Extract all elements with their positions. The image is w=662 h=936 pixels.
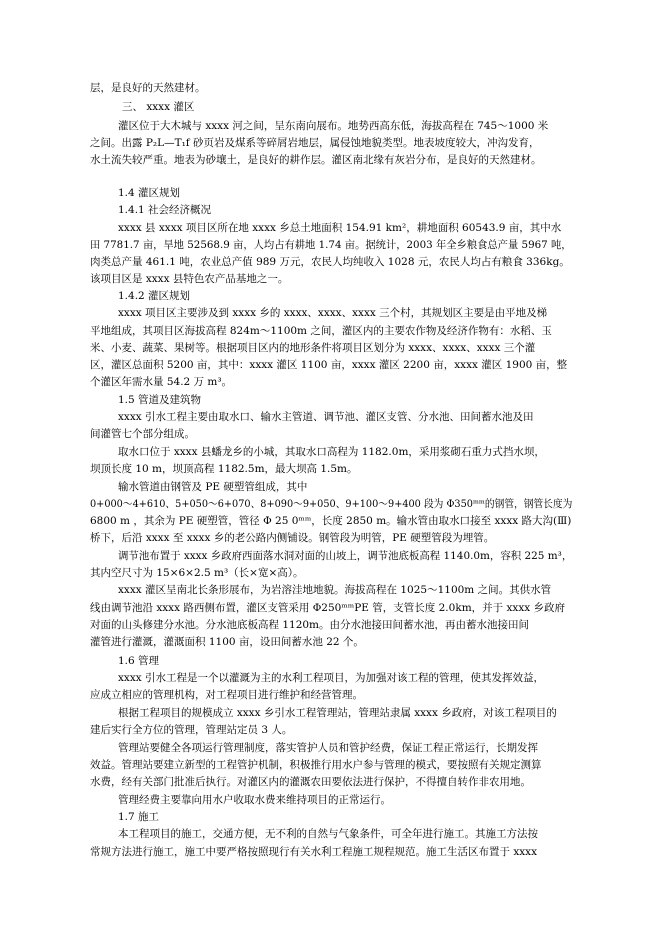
text-line: 该项目区是 xxxx 县特色农产品基地之一。 — [90, 273, 289, 285]
section-heading: 1.5 管道及建筑物 — [118, 394, 202, 406]
text-line: 效益。管理站要建立新型的工程管护机制，积极推行用水户参与管理的模式，要按照有关规定测算 — [90, 759, 542, 771]
text-line: 应成立相应的管理机构，对工程项目进行维护和经营管理。 — [90, 689, 363, 701]
text-line: 调节池布置于 xxxx 乡政府西面落水洞对面的山坡上，调节池底板高程 1140.0m，容积 225 m³， — [118, 550, 573, 562]
text-line: 本工程项目的施工，交通方便，无不利的自然与气象条件，可全年进行施工。其施工方法按 — [118, 828, 538, 840]
section-heading: 1.6 管理 — [118, 655, 160, 667]
section-heading: 1.4 灌区规划 — [118, 187, 181, 199]
text-line: 对面的山头修建分水池。分水池底板高程 1120m。由分水池接田间蓄水池，再由蓄水池接田间 — [90, 619, 530, 631]
text-line: 田 7781.7 亩，旱地 52568.9 亩，人均占有耕地 1.74 亩。据统计，2003 年全乡粮食总产量 5967 吨， — [90, 239, 572, 251]
subsection-heading: 1.4.1 社会经济概况 — [118, 204, 212, 216]
text-line: 层，是良好的天然建材。 — [90, 82, 206, 94]
text-line: 水费，经有关部门批准后执行。对灌区内的灌溉农田要依法进行保护，不得擅自转作非农用地。 — [90, 776, 531, 788]
text-line: 根据工程项目的规模成立 xxxx 乡引水工程管理站，管理站隶属 xxxx 乡政府，对该工程项目的 — [118, 707, 557, 719]
text-line: 6800 m ，其余为 PE 硬塑管，管径 Φ 25 0ᵐᵐ，长度 2850 m。输水管由取水口接至 xxxx 路大沟(Ⅲ) — [90, 515, 572, 527]
text-line: xxxx 灌区呈南北长条形展布，为岩溶洼地地貌。海拔高程在 1025～1100m 之间。其供水管 — [118, 584, 552, 596]
text-line: 管理站要健全各项运行管理制度，落实管护人员和管护经费，保证工程正常运行，长期发挥 — [118, 742, 538, 754]
text-line: 区，灌区总面积 5200 亩，其中：xxxx 灌区 1100 亩，xxxx 灌区 2200 亩，xxxx 灌区 1900 亩，整 — [90, 359, 568, 371]
text-line: xxxx 引水工程是一个以灌溉为主的水利工程项目，为加强对该工程的管理，使其发挥效益， — [118, 672, 545, 684]
section-heading: 三、 xxxx 灌区 — [122, 101, 195, 113]
text-line: 间灌管七个部分组成。 — [90, 428, 195, 440]
section-heading: 1.7 施工 — [118, 811, 160, 823]
text-line: 0+000～4+610、5+050～6+070、8+090～9+050、9+100～9+400 段为 Φ350ᵐᵐ的钢管，钢管长度为 — [90, 498, 573, 510]
text-line: xxxx 县 xxxx 项目区所在地 xxxx 乡总土地面积 154.91 km²，耕地面积 60543.9 亩，其中水 — [118, 222, 562, 234]
text-line: 线由调节池沿 xxxx 路西侧布置，灌区支管采用 Φ250ᵐᵐPE 管，支管长度 2.0km，并于 xxxx 乡政府 — [90, 602, 566, 614]
text-line: 肉类总产量 461.1 吨，农业总产值 989 万元，农民人均纯收入 1028 元，农民人均占有粮食 336kg。 — [90, 256, 570, 268]
text-line: 取水口位于 xxxx 县蟠龙乡的小城，其取水口高程为 1182.0m，采用浆砌石重力式挡水坝， — [118, 446, 545, 458]
text-line: xxxx 项目区主要涉及到 xxxx 乡的 xxxx、xxxx、xxxx 三个村，其规划区主要是由平地及梯 — [118, 307, 548, 319]
text-line: 之间。出露 P₂L—T₁f 砂页岩及煤系等碎屑岩地层，属侵蚀地貌类型。地表坡度较大，冲沟发育， — [90, 137, 540, 149]
text-line: 管理经费主要靠向用水户收取水费来维持项目的正常运行。 — [118, 794, 391, 806]
text-line: 常规方法进行施工，施工中要严格按照现行有关水利工程施工规程规范。施工生活区布置于 xxxx — [90, 846, 538, 858]
text-line: 桥下，后沿 xxxx 至 xxxx 乡的老公路内侧铺设。钢管段为明管，PE 硬塑管段为埋管。 — [90, 532, 495, 544]
text-line: 输水管道由钢管及 PE 硬塑管组成，其中 — [118, 481, 308, 493]
text-line: xxxx 引水工程主要由取水口、输水主管道、调节池、灌区支管、分水池、田间蓄水池及田 — [118, 411, 534, 423]
text-line: 平地组成，其项目区海拔高程 824m～1100m 之间，灌区内的主要农作物及经济作物有：水稻、玉 — [90, 325, 552, 337]
text-line: 其内空尺寸为 15×6×2.5 m³（长×宽×高）。 — [90, 567, 304, 579]
text-line: 个灌区年需水量 54.2 万 m³。 — [90, 376, 233, 388]
text-line: 水土流失较严重。地表为砂壤土，是良好的耕作层。灌区南北缘有灰岩分布，是良好的天然建材。 — [90, 154, 542, 166]
text-line: 建后实行全方位的管理，管理站定员 3 人。 — [90, 724, 293, 736]
text-line: 灌区位于大木城与 xxxx 河之间，呈东南向展布。地势西高东低，海拔高程在 745～1000 米 — [118, 120, 549, 132]
text-line: 灌管进行灌溉，灌溉面积 1100 亩，设田间蓄水池 22 个。 — [90, 636, 364, 648]
subsection-heading: 1.4.2 灌区规划 — [118, 290, 191, 302]
text-line: 坝顶长度 10 m，坝顶高程 1182.5m，最大坝高 1.5m。 — [90, 463, 358, 475]
text-line: 米、小麦、蔬菜、果树等。根据项目区内的地形条件将项目区划分为 xxxx、xxxx、xxxx 三个灌 — [90, 342, 536, 354]
